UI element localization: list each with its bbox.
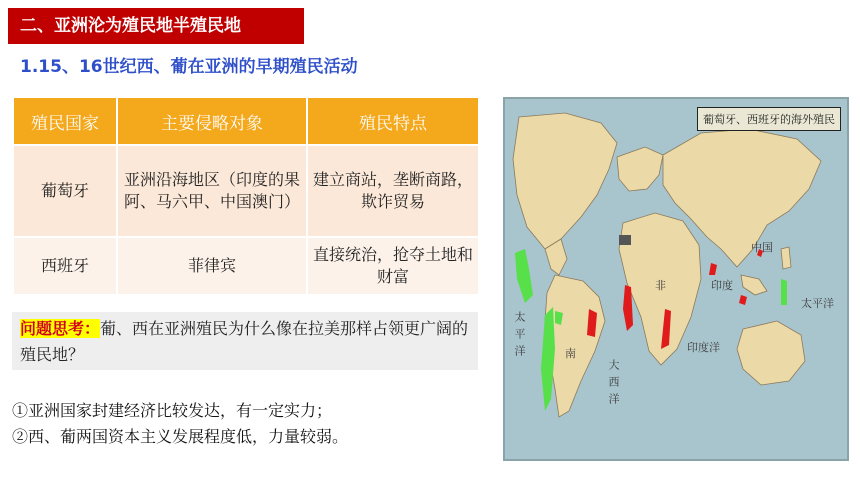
cell-country: 葡萄牙 xyxy=(13,145,117,237)
answer-item: ①亚洲国家封建经济比较发达，有一定实力； xyxy=(12,401,333,420)
map-label-africa: 非 xyxy=(655,279,666,292)
map-label-atlantic: 大西洋 xyxy=(607,359,620,410)
map-label-china: 中国 xyxy=(751,241,773,254)
section-title-banner: 二、亚洲沦为殖民地半殖民地 xyxy=(8,8,304,44)
table-row xyxy=(13,237,479,295)
question-text: 葡、西在亚洲殖民为什么像在拉美那样占领更广阔的殖民地？ xyxy=(20,319,469,364)
map-label-pacific-right: 太平洋 xyxy=(801,297,834,310)
cell-features: 直接统治，抢夺土地和财富 xyxy=(307,237,479,295)
column-header-targets: 主要侵略对象 xyxy=(117,97,307,145)
world-colonial-map xyxy=(503,97,849,461)
question-label: 问题思考： xyxy=(20,319,101,338)
iberia-marker xyxy=(619,235,631,245)
map-label-india: 印度 xyxy=(711,279,733,292)
table-row xyxy=(13,145,479,237)
map-graphic xyxy=(505,99,847,459)
cell-features: 建立商站，垄断商路，欺诈贸易 xyxy=(307,145,479,237)
land-philippines xyxy=(781,247,791,269)
subheading: 1.15、16世纪西、葡在亚洲的早期殖民活动 xyxy=(20,57,358,77)
colonial-activity-table xyxy=(12,96,480,296)
question-box xyxy=(12,312,478,370)
map-label-south-america: 南 xyxy=(565,347,576,360)
cell-targets: 亚洲沿海地区（印度的果阿、马六甲、中国澳门） xyxy=(117,145,307,237)
map-label-indian-ocean: 印度洋 xyxy=(687,341,720,354)
answer-list xyxy=(12,398,482,450)
table-header-row xyxy=(13,97,479,145)
cell-country: 西班牙 xyxy=(13,237,117,295)
spanish-colony-philippines xyxy=(781,279,787,305)
map-title: 葡萄牙、西班牙的海外殖民 xyxy=(697,107,841,131)
cell-targets: 菲律宾 xyxy=(117,237,307,295)
column-header-features: 殖民特点 xyxy=(307,97,479,145)
answer-item: ②西、葡两国资本主义发展程度低，力量较弱。 xyxy=(12,427,349,446)
map-label-pacific-left: 太平洋 xyxy=(513,311,526,362)
column-header-country: 殖民国家 xyxy=(13,97,117,145)
